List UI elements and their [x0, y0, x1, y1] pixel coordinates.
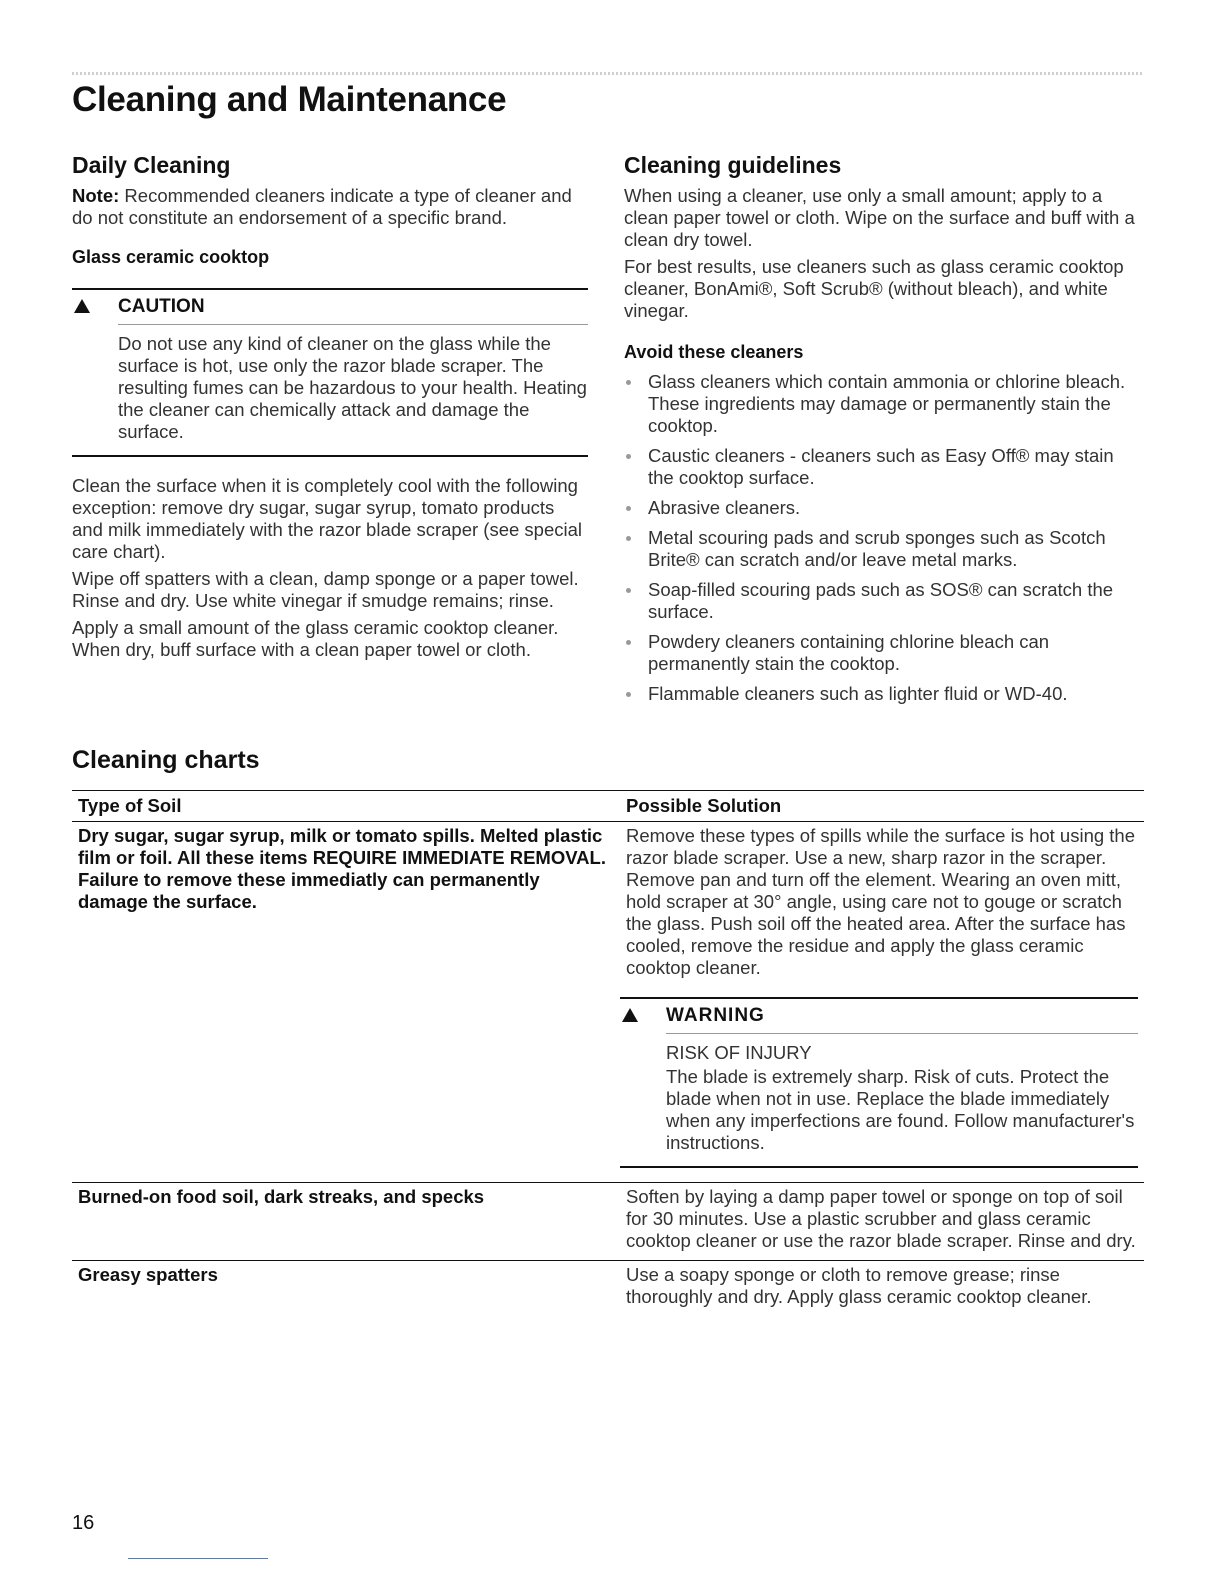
column-header-soil: Type of Soil	[72, 791, 620, 822]
table-row	[72, 822, 1144, 1183]
warning-triangle-icon	[622, 1008, 638, 1022]
soil-cell: Greasy spatters	[78, 1264, 218, 1285]
caution-text: Do not use any kind of cleaner on the glass while the surface is hot, use only the razor blade scraper. The resulting fumes can be hazardous to your health. Heating the cleaner can chemically attack and damage the surface.	[118, 333, 587, 442]
list-item: Metal scouring pads and scrub sponges such as Scotch Brite® can scratch and/or leave metal marks.	[624, 527, 1144, 571]
caution-box	[72, 288, 588, 457]
footer-rule	[128, 1558, 268, 1559]
soil-cell: Burned-on food soil, dark streaks, and specks	[72, 1183, 620, 1261]
daily-paragraph: Clean the surface when it is completely cool with the following exception: remove dry sugar, sugar syrup, tomato products and milk immediately with the razor blade scraper (see special care chart).	[72, 475, 582, 562]
warning-triangle-icon	[74, 299, 90, 313]
cleaning-chart-table	[72, 790, 1144, 1316]
daily-cleaning-heading: Daily Cleaning	[72, 152, 231, 178]
column-header-solution: Possible Solution	[620, 791, 1144, 822]
page-title: Cleaning and Maintenance	[72, 80, 507, 119]
guidelines-paragraph: For best results, use cleaners such as glass ceramic cooktop cleaner, BonAmi®, Soft Scrub® (without bleach), and white vinegar.	[624, 256, 1124, 321]
warning-box	[620, 997, 1138, 1168]
guidelines-paragraph: When using a cleaner, use only a small amount; apply to a clean paper towel or cloth. Wipe on the surface and buff with a clean dry towel.	[624, 185, 1135, 250]
note-text: Recommended cleaners indicate a type of cleaner and do not constitute an endorsement of a specific brand.	[72, 185, 572, 228]
solution-text: Remove these types of spills while the surface is hot using the razor blade scraper. Use a new, sharp razor in the scraper. Remove pan and turn off the element. Wearing an oven mitt, hold scraper at 30° angle, using care not to gouge or scratch the glass. Push soil off the heated area. After the surface has cooled, remove the residue and apply the glass ceramic cooktop cleaner.	[626, 825, 1136, 978]
avoid-cleaners-heading: Avoid these cleaners	[624, 342, 804, 362]
daily-paragraph: Apply a small amount of the glass ceramic cooktop cleaner. When dry, buff surface with a clean paper towel or cloth.	[72, 617, 559, 660]
note-paragraph	[72, 185, 588, 229]
daily-cleaning-section	[72, 152, 588, 666]
cleaning-guidelines-heading: Cleaning guidelines	[624, 152, 842, 178]
note-label: Note:	[72, 185, 120, 206]
list-item: Flammable cleaners such as lighter fluid or WD-40.	[624, 683, 1144, 705]
warning-label: WARNING	[666, 1005, 765, 1026]
solution-cell: Use a soapy sponge or cloth to remove grease; rinse thoroughly and dry. Apply glass ceramic cooktop cleaner.	[626, 1264, 1092, 1307]
cleaning-charts-heading: Cleaning charts	[72, 746, 260, 774]
table-row	[72, 1261, 1144, 1317]
list-item: Powdery cleaners containing chlorine bleach can permanently stain the cooktop.	[624, 631, 1144, 675]
table-row	[72, 1183, 1144, 1261]
solution-cell: Soften by laying a damp paper towel or sponge on top of soil for 30 minutes. Use a plastic scrubber and glass ceramic cooktop cleaner or use the razor blade scraper. Rinse and dry.	[620, 1183, 1144, 1261]
list-item: Caustic cleaners - cleaners such as Easy Off® may stain the cooktop surface.	[624, 445, 1144, 489]
warning-subtitle: RISK OF INJURY	[666, 1042, 812, 1063]
top-rule	[72, 72, 1144, 75]
daily-paragraph: Wipe off spatters with a clean, damp sponge or a paper towel. Rinse and dry. Use white vinegar if smudge remains; rinse.	[72, 568, 579, 611]
cleaning-guidelines-section	[624, 152, 1144, 713]
glass-cooktop-subheading: Glass ceramic cooktop	[72, 247, 270, 267]
avoid-cleaners-list	[624, 371, 1144, 705]
caution-label: CAUTION	[118, 296, 205, 317]
soil-cell: Dry sugar, sugar syrup, milk or tomato spills. Melted plastic film or foil. All these items REQUIRE IMMEDIATE REMOVAL. Failure to remove these immediatly can permanently damage the surface.	[72, 822, 620, 1183]
list-item: Glass cleaners which contain ammonia or chlorine bleach. These ingredients may damage or permanently stain the cooktop.	[624, 371, 1144, 437]
solution-cell	[620, 822, 1144, 1183]
page-number: 16	[72, 1512, 95, 1534]
list-item: Soap-filled scouring pads such as SOS® can scratch the surface.	[624, 579, 1144, 623]
warning-text: The blade is extremely sharp. Risk of cuts. Protect the blade when not in use. Replace the blade immediately when any imperfections are found. Follow manufacturer's instructions.	[666, 1066, 1135, 1153]
table-header-row	[72, 791, 1144, 822]
list-item: Abrasive cleaners.	[624, 497, 1144, 519]
